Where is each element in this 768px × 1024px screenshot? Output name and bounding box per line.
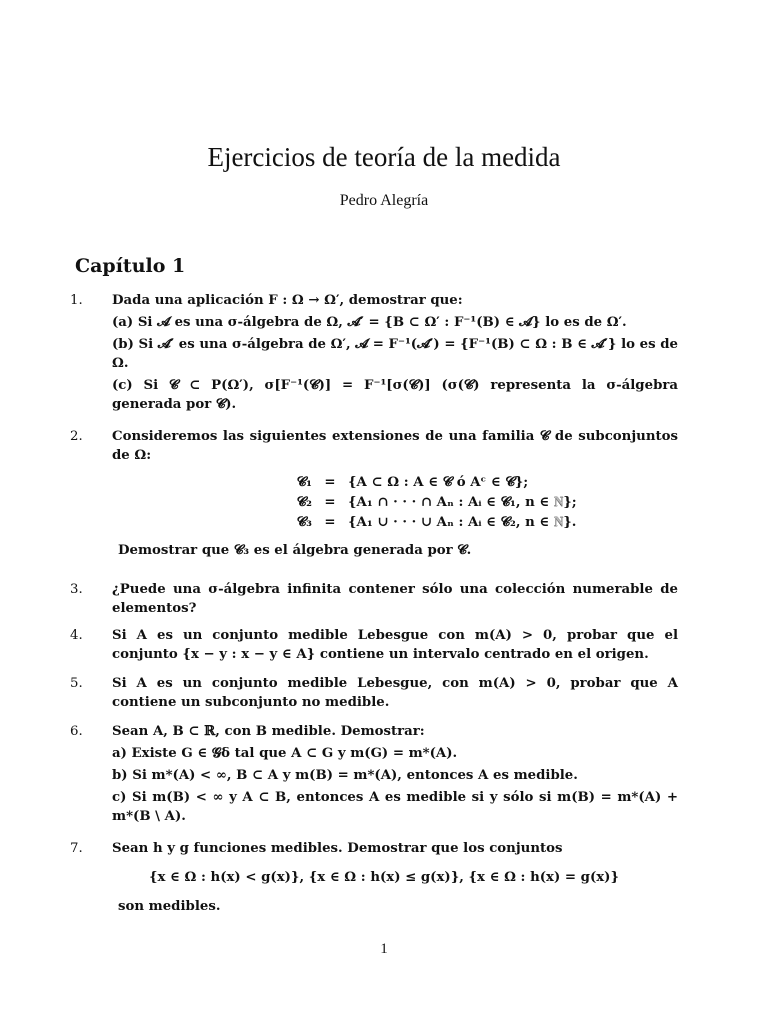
exercise-item-a: a) Existe G ∈ 𝓖δ tal que A ⊂ G y m(G) = m*(A). — [112, 746, 458, 761]
exercise-number: 5. — [70, 676, 83, 691]
equals-sign: = — [324, 515, 336, 530]
chapter-heading: Capítulo 1 — [75, 255, 186, 277]
equation-row — [90, 513, 678, 533]
exercise-number: 6. — [70, 724, 83, 739]
exercise-number: 7. — [70, 841, 83, 856]
equation-row — [90, 493, 678, 513]
equals-sign: = — [324, 475, 336, 490]
author: Pedro Alegría — [339, 192, 429, 209]
exercise-intro: Sean A, B ⊂ ℝ, con B medible. Demostrar: — [112, 724, 425, 739]
page-title: Ejercicios de teoría de la medida — [207, 142, 561, 172]
exercise-item-c: (c) Si 𝓒 ⊂ P(Ω′), σ[F⁻¹(𝓒)] = F⁻¹[σ(𝓒)] (σ(𝓒) representa la σ-álgebra generada por 𝓒). — [112, 378, 678, 412]
display-equations — [90, 473, 678, 533]
exercise-number: 1. — [70, 293, 83, 308]
exercise-intro: Dada una aplicación F : Ω → Ω′, demostrar que: — [112, 293, 463, 308]
equation-lhs: 𝓒₂ — [296, 495, 312, 510]
equation-lhs: 𝓒₁ — [296, 475, 312, 490]
exercise-5 — [70, 674, 678, 715]
equation-lhs: 𝓒₃ — [296, 515, 312, 530]
exercise-item-b: (b) Si 𝓐′ es una σ-álgebra de Ω′, 𝓐 = F⁻¹(𝓐′) = {F⁻¹(B) ⊂ Ω : B ∈ 𝓐′} lo es de Ω. — [112, 337, 678, 371]
exercise-6 — [70, 722, 678, 829]
exercise-intro: ¿Puede una σ-álgebra infinita contener sólo una colección numerable de elementos? — [112, 582, 678, 616]
exercise-3 — [70, 580, 678, 621]
equals-sign: = — [324, 495, 336, 510]
exercise-item-b: b) Si m*(A) < ∞, B ⊂ A y m(B) = m*(A), entonces A es medible. — [112, 768, 578, 783]
exercise-intro: Si A es un conjunto medible Lebesgue con m(A) > 0, probar que el conjunto {x − y : x − y ∈ A} contiene un intervalo centrado en el origen. — [112, 628, 678, 662]
exercise-number: 3. — [70, 582, 83, 597]
exercise-intro: Sean h y g funciones medibles. Demostrar que los conjuntos — [112, 841, 563, 856]
equation-row — [90, 473, 678, 493]
centered-formula: {x ∈ Ω : h(x) < g(x)}, {x ∈ Ω : h(x) ≤ g(x)}, {x ∈ Ω : h(x) = g(x)} — [148, 870, 620, 885]
exercise-number: 2. — [70, 429, 83, 444]
exercise-intro: Si A es un conjunto medible Lebesgue, con m(A) > 0, probar que A contiene un subconjunto no medible. — [112, 676, 678, 710]
page-number: 1 — [380, 941, 388, 957]
equation-rhs: {A ⊂ Ω : A ∈ 𝓒 ó Aᶜ ∈ 𝓒}; — [348, 475, 529, 490]
equation-rhs: {A₁ ∪ · · · ∪ Aₙ : Aᵢ ∈ 𝓒₂, n ∈ ℕ}. — [348, 515, 577, 530]
exercise-number: 4. — [70, 628, 83, 643]
exercise-item-c: c) Si m(B) < ∞ y A ⊂ B, entonces A es medible si y sólo si m(B) = m*(A) + m*(B \ A). — [112, 790, 678, 824]
exercise-item-a: (a) Si 𝓐 es una σ-álgebra de Ω, 𝓐′ = {B ⊂ Ω′ : F⁻¹(B) ∈ 𝓐} lo es de Ω′. — [112, 315, 627, 330]
equation-rhs: {A₁ ∩ · · · ∩ Aₙ : Aᵢ ∈ 𝓒₁, n ∈ ℕ}; — [348, 495, 577, 510]
exercise-after: son medibles. — [118, 899, 221, 914]
exercise-2 — [70, 427, 678, 563]
exercise-1 — [70, 291, 678, 417]
exercise-4 — [70, 626, 678, 667]
exercise-after: Demostrar que 𝓒₃ es el álgebra generada por 𝓒. — [118, 543, 472, 558]
exercise-7 — [70, 839, 678, 919]
exercise-intro: Consideremos las siguientes extensiones de una familia 𝓒 de subconjuntos de Ω: — [112, 429, 678, 463]
